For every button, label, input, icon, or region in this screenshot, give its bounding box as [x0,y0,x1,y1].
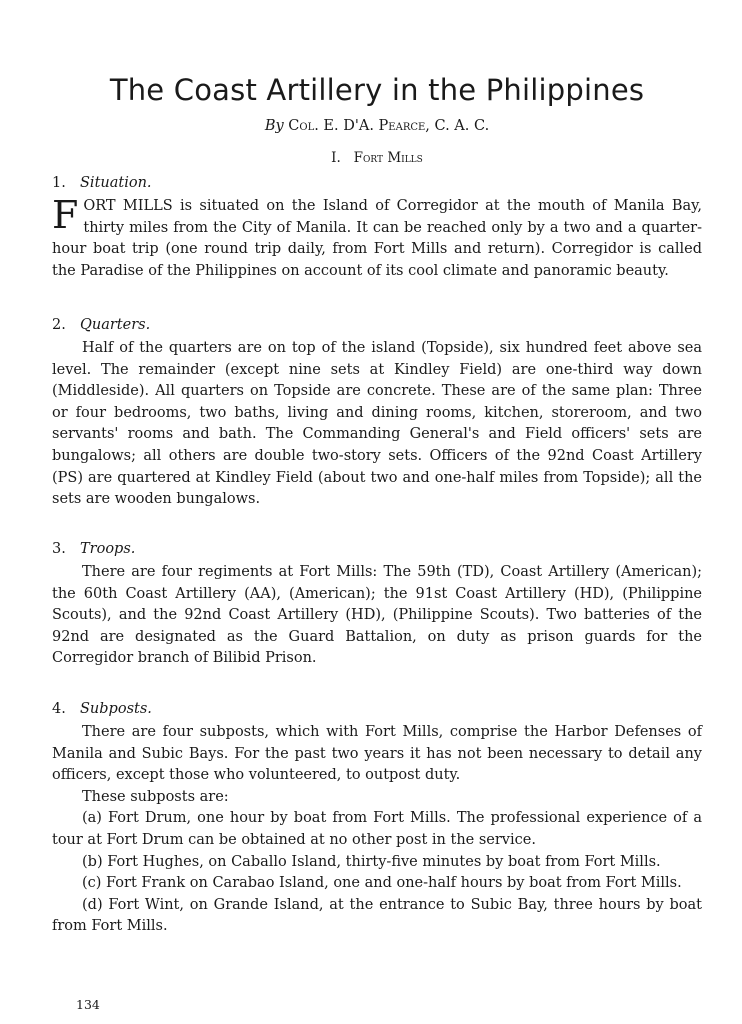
section-heading [52,148,702,168]
subsection-number: 2. [52,317,66,333]
paragraph: There are four subposts, which with Fort Mills, comprise the Harbor Defenses of Manila and Subic Bays. For the past two years it has not been necessary to detail any officers, except those who volunteered, to outpost duty. [52,724,702,784]
subsection-heading [52,314,702,338]
subsection-heading [52,172,702,196]
subsection-label: Troops. [80,541,136,557]
subsection-number: 4. [52,701,66,717]
paragraph: These subposts are: [82,788,229,805]
paragraph [52,193,702,282]
paragraph: Half of the quarters are on top of the island (Topside), six hundred feet above sea level. The remainder (except nine sets at Kindley Field) are one-third way down (Middleside). All quarters on Topside are concrete. These are of the same plan: Three or four bedrooms, two baths, living and dining rooms, kitchen, storeroom, and two servants' rooms and bath. The Commanding General's and Field officers' sets are bungalows; all others are double two-story sets. Officers of the 92nd Coast Artillery (PS) are quartered at Kindley Field (about two and one-half miles from Topside); all the sets are wooden bungalows. [52,340,702,508]
subsection-label: Quarters. [80,317,151,333]
subsection-label: Situation. [80,175,152,191]
byline-by: By [264,118,284,134]
section-situation [52,172,702,282]
list-item: (d) Fort Wint, on Grande Island, at the entrance to Subic Bay, three hours by boat from Fort Mills. [52,896,702,935]
subsection-number: 1. [52,175,66,191]
subsection-heading [52,698,702,722]
section-quarters [52,314,702,511]
byline [52,116,702,136]
list-item: (a) Fort Drum, one hour by boat from Fort Mills. The professional experience of a tour at Fort Drum can be obtained at no other post in the service. [52,810,702,848]
document-page [52,0,702,1024]
paragraph: There are four regiments at Fort Mills: The 59th (TD), Coast Artillery (American); the 60th Coast Artillery (AA), (American); the 91st Coast Artillery (HD), (Philippine Scouts), and the 92nd Coast Artillery (HD), (Philippine Scouts). Two batteries of the 92nd are designated as the Guard Battalion, on duty as prison guards for the Corregidor branch of Bilibid Prison. [52,564,702,667]
page-number: 134 [76,997,100,1012]
section-number: I. [331,150,341,166]
section-subposts [52,698,702,938]
list-item: (b) Fort Hughes, on Caballo Island, thirty-five minutes by boat from Fort Mills. [82,853,661,870]
list-item: (c) Fort Frank on Carabao Island, one and one-half hours by boat from Fort Mills. [82,875,682,892]
drop-cap: F [52,193,79,237]
article-title: The Coast Artillery in the Philippines [109,73,645,107]
section-name: Fort Mills [353,150,423,166]
subsection-heading [52,538,702,562]
section-troops [52,538,702,670]
subsection-label: Subposts. [80,701,152,717]
byline-author: Col. E. D'A. Pearce, C. A. C. [288,118,490,134]
paragraph-text: ORT MILLS is situated on the Island of Corregidor at the mouth of Manila Bay, thirty miles from the City of Manila. It can be reached only by a two and a quarter-hour boat trip (one round trip daily, from Fort Mills and return). Corregidor is called the Paradise of the Philippines on account of its cool climate and panoramic beauty. [52,198,702,279]
subsection-number: 3. [52,541,66,557]
